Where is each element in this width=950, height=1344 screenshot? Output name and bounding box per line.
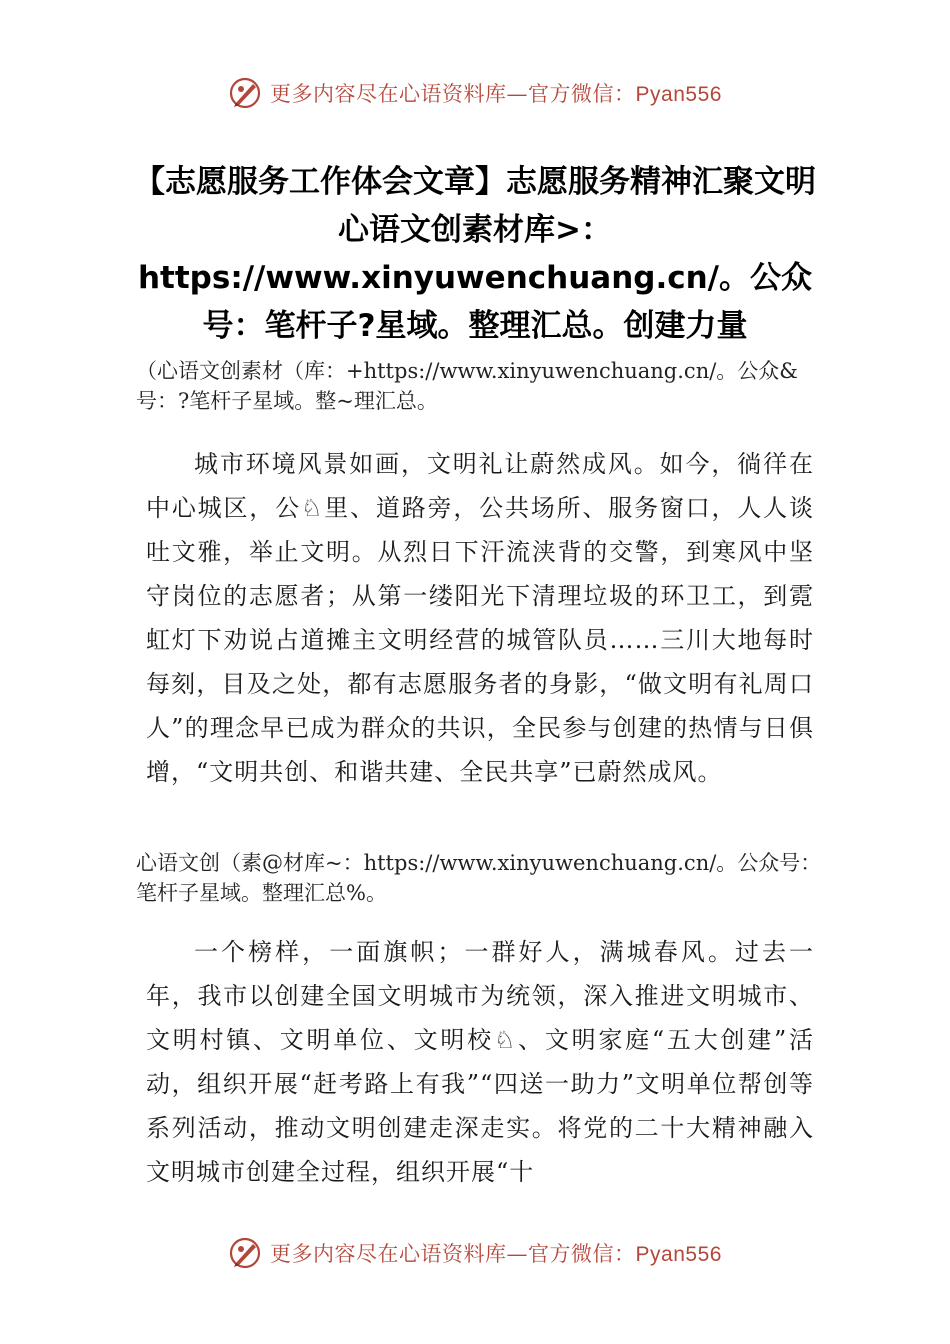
header-banner bbox=[0, 68, 950, 118]
body-paragraph: 一个榜样，一面旗帜；一群好人，满城春风。过去一年，我市以创建全国文明城市为统领，深入推进文明城市、文明村镇、文明单位、文明校♘、文明家庭“五大创建”活动，组织开展“赶考路上有我”“四送一助力”文明单位帮创等系列活动，推动文明创建走深走实。将党的二十大精神融入文明城市创建全过程，组织开展“十 bbox=[146, 938, 814, 1186]
source-note: （心语文创素材（库：+https://www.xinyuwenchuang.cn/。公众&号：?笔杆子星域。整~理汇总。 bbox=[136, 359, 798, 413]
pen-logo-icon bbox=[228, 76, 262, 110]
banner-text: 更多内容尽在心语资料库—官方微信：Pyan556 bbox=[270, 82, 722, 106]
source-note: 心语文创（素@材库~：https://www.xinyuwenchuang.cn/。公众号：笔杆子星域。整理汇总%。 bbox=[136, 851, 822, 905]
pen-logo-icon bbox=[228, 1236, 262, 1270]
wechat-id: Pyan556 bbox=[635, 83, 722, 106]
footer-banner bbox=[0, 1228, 950, 1278]
wechat-id: Pyan556 bbox=[635, 1243, 722, 1266]
document-title: 【志愿服务工作体会文章】志愿服务精神汇聚文明心语文创素材库>：https://www.xinyuwenchuang.cn/。公众号：笔杆子?星域。整理汇总。创建力量 bbox=[134, 164, 816, 344]
banner-text: 更多内容尽在心语资料库—官方微信：Pyan556 bbox=[270, 1242, 722, 1266]
body-paragraph: 城市环境风景如画，文明礼让蔚然成风。如今，徜徉在中心城区，公♘里、道路旁，公共场所、服务窗口，人人谈吐文雅，举止文明。从烈日下汗流浃背的交警，到寒风中坚守岗位的志愿者；从第一缕阳光下清理垃圾的环卫工，到霓虹灯下劝说占道摊主文明经营的城管队员……三川大地每时每刻，目及之处，都有志愿服务者的身影，“做文明有礼周口人”的理念早已成为群众的共识，全民参与创建的热情与日俱增，“文明共创、和谐共建、全民共享”已蔚然成风。 bbox=[146, 450, 814, 786]
